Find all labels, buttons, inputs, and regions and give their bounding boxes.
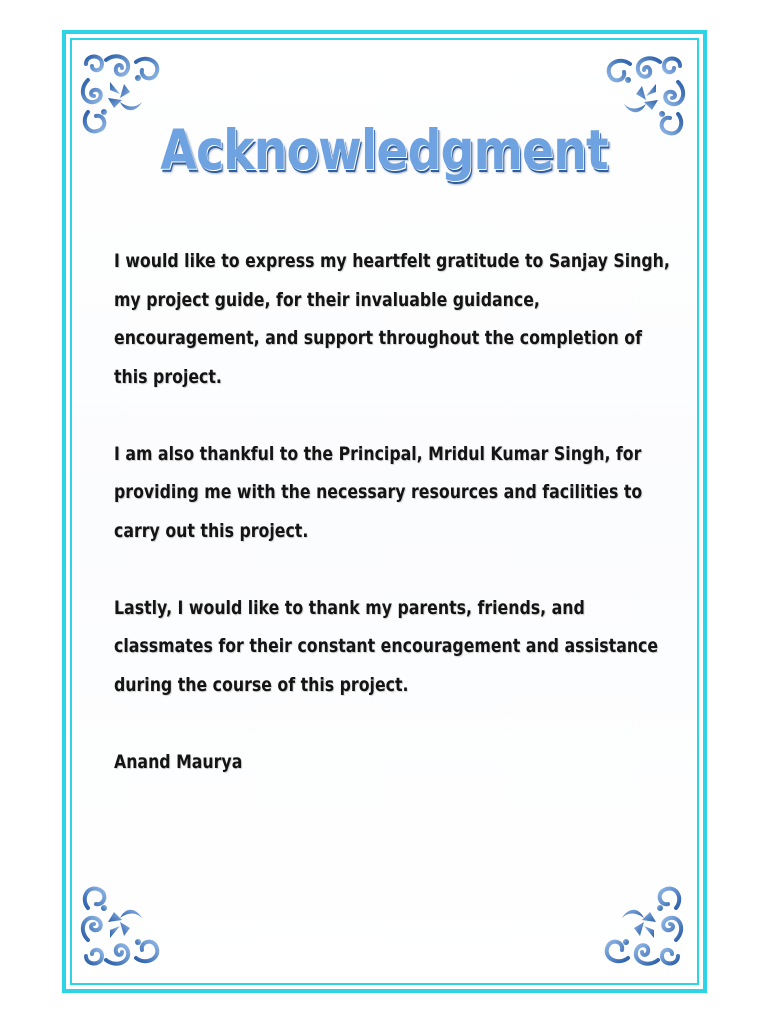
paragraph-thanks-principal: I am also thankful to the Principal, Mridul Kumar Singh, for providing me with the necessary resources and facilities to carry out this project. [114,442,643,542]
signature-name: Anand Maurya [114,750,243,773]
paragraph-thanks-family: Lastly, I would like to thank my parents, friends, and classmates for their constant encouragement and assistance during the course of this project. [114,596,659,696]
acknowledgment-body [114,242,672,781]
swirl-ornament-icon [76,878,168,970]
swirl-ornament-icon [596,878,688,970]
paragraph-gratitude-guide: I would like to express my heartfelt gratitude to Sanjay Singh, my project guide, for their invaluable guidance, encouragement, and support throughout the completion of this project. [114,250,670,388]
page-title: Acknowledgment [160,118,608,182]
